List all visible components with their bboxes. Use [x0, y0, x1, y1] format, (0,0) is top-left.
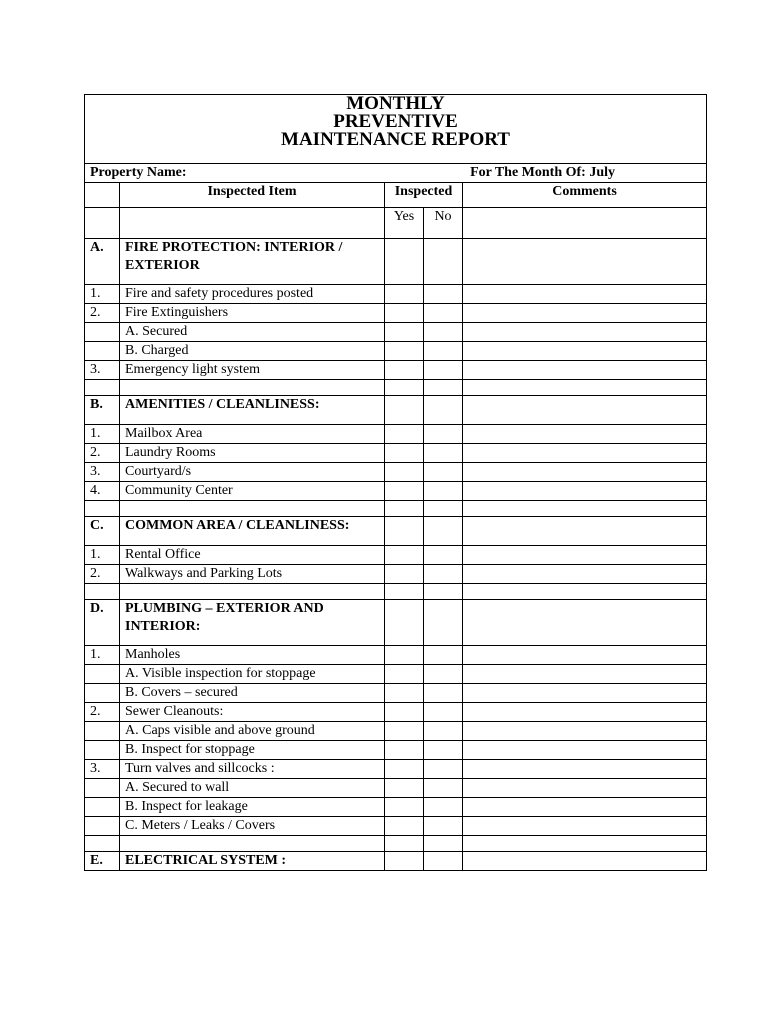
- item-row: [85, 565, 707, 584]
- row-label: Manholes: [120, 646, 385, 665]
- row-number: [85, 501, 120, 517]
- yes-checkbox-cell[interactable]: [385, 425, 424, 444]
- yes-checkbox-cell[interactable]: [385, 665, 424, 684]
- no-checkbox-cell[interactable]: [424, 323, 463, 342]
- row-label: B. Covers – secured: [120, 684, 385, 703]
- report-title: [85, 95, 707, 164]
- item-row: [85, 684, 707, 703]
- row-number: [85, 380, 120, 396]
- comments-cell[interactable]: [463, 852, 707, 871]
- comments-cell[interactable]: [463, 646, 707, 665]
- section-row: [85, 517, 707, 546]
- yes-checkbox-cell[interactable]: [385, 482, 424, 501]
- row-number: 2.: [85, 304, 120, 323]
- no-checkbox-cell[interactable]: [424, 646, 463, 665]
- yes-checkbox-cell[interactable]: [385, 798, 424, 817]
- comments-cell[interactable]: [463, 304, 707, 323]
- row-label: FIRE PROTECTION: INTERIOR / EXTERIOR: [120, 239, 385, 285]
- blank-row: [85, 836, 707, 852]
- comments-cell[interactable]: [463, 482, 707, 501]
- yes-checkbox-cell[interactable]: [385, 342, 424, 361]
- no-checkbox-cell[interactable]: [424, 836, 463, 852]
- yes-checkbox-cell[interactable]: [385, 361, 424, 380]
- row-label: B. Inspect for leakage: [120, 798, 385, 817]
- row-label: Mailbox Area: [120, 425, 385, 444]
- comments-cell[interactable]: [463, 665, 707, 684]
- section-row: [85, 396, 707, 425]
- yes-checkbox-cell[interactable]: [385, 836, 424, 852]
- yes-checkbox-cell[interactable]: [385, 565, 424, 584]
- row-number: 2.: [85, 565, 120, 584]
- maintenance-report-table: [84, 94, 707, 871]
- comments-cell[interactable]: [463, 684, 707, 703]
- row-label: A. Caps visible and above ground: [120, 722, 385, 741]
- yes-checkbox-cell[interactable]: [385, 760, 424, 779]
- row-number: 1.: [85, 285, 120, 304]
- no-checkbox-cell[interactable]: [424, 703, 463, 722]
- yes-checkbox-cell[interactable]: [385, 501, 424, 517]
- item-row: [85, 779, 707, 798]
- row-label: COMMON AREA / CLEANLINESS:: [120, 517, 385, 546]
- comments-cell[interactable]: [463, 703, 707, 722]
- month-label: For The Month Of: July: [470, 165, 616, 180]
- row-label: B. Inspect for stoppage: [120, 741, 385, 760]
- row-label: Courtyard/s: [120, 463, 385, 482]
- yn-item-cell: [120, 208, 385, 239]
- item-row: [85, 703, 707, 722]
- no-checkbox-cell[interactable]: [424, 565, 463, 584]
- yes-checkbox-cell[interactable]: [385, 396, 424, 425]
- row-number: B.: [85, 396, 120, 425]
- yes-checkbox-cell[interactable]: [385, 380, 424, 396]
- item-row: [85, 546, 707, 565]
- item-row: [85, 323, 707, 342]
- section-row: [85, 852, 707, 871]
- row-number: A.: [85, 239, 120, 285]
- item-row: [85, 444, 707, 463]
- comments-cell[interactable]: [463, 463, 707, 482]
- blank-row: [85, 501, 707, 517]
- no-checkbox-cell[interactable]: [424, 396, 463, 425]
- row-number: C.: [85, 517, 120, 546]
- header-num-cell: [85, 183, 120, 208]
- no-checkbox-cell[interactable]: [424, 444, 463, 463]
- row-label: [120, 584, 385, 600]
- item-row: [85, 798, 707, 817]
- comments-cell[interactable]: [463, 517, 707, 546]
- yn-comments-cell: [463, 208, 707, 239]
- no-checkbox-cell[interactable]: [424, 741, 463, 760]
- comments-cell[interactable]: [463, 342, 707, 361]
- row-number: 1.: [85, 425, 120, 444]
- title-line-2: PREVENTIVE: [333, 111, 458, 132]
- comments-cell[interactable]: [463, 836, 707, 852]
- comments-cell[interactable]: [463, 285, 707, 304]
- row-label: A. Secured to wall: [120, 779, 385, 798]
- row-label: [120, 501, 385, 517]
- yes-checkbox-cell[interactable]: [385, 517, 424, 546]
- row-number: [85, 779, 120, 798]
- row-label: A. Secured: [120, 323, 385, 342]
- blank-row: [85, 380, 707, 396]
- row-number: [85, 836, 120, 852]
- yes-checkbox-cell[interactable]: [385, 646, 424, 665]
- item-row: [85, 722, 707, 741]
- item-row: [85, 482, 707, 501]
- row-number: D.: [85, 600, 120, 646]
- no-checkbox-cell[interactable]: [424, 684, 463, 703]
- yes-checkbox-cell[interactable]: [385, 285, 424, 304]
- yes-checkbox-cell[interactable]: [385, 600, 424, 646]
- row-label: Sewer Cleanouts:: [120, 703, 385, 722]
- header-inspected-item: Inspected Item: [120, 183, 385, 208]
- title-line-3: MAINTENANCE REPORT: [281, 129, 510, 150]
- row-label: PLUMBING – EXTERIOR AND INTERIOR:: [120, 600, 385, 646]
- yes-checkbox-cell[interactable]: [385, 444, 424, 463]
- comments-cell[interactable]: [463, 760, 707, 779]
- title-line-1: MONTHLY: [346, 93, 445, 114]
- no-checkbox-cell[interactable]: [424, 779, 463, 798]
- row-label: Community Center: [120, 482, 385, 501]
- comments-cell[interactable]: [463, 584, 707, 600]
- item-row: [85, 304, 707, 323]
- yes-checkbox-cell[interactable]: [385, 239, 424, 285]
- row-label: [120, 836, 385, 852]
- item-row: [85, 741, 707, 760]
- row-number: [85, 741, 120, 760]
- comments-cell[interactable]: [463, 565, 707, 584]
- item-row: [85, 463, 707, 482]
- row-label: Emergency light system: [120, 361, 385, 380]
- no-checkbox-cell[interactable]: [424, 817, 463, 836]
- no-checkbox-cell[interactable]: [424, 852, 463, 871]
- no-checkbox-cell[interactable]: [424, 722, 463, 741]
- no-checkbox-cell[interactable]: [424, 239, 463, 285]
- comments-cell[interactable]: [463, 425, 707, 444]
- row-label: B. Charged: [120, 342, 385, 361]
- row-number: [85, 798, 120, 817]
- comments-cell[interactable]: [463, 779, 707, 798]
- yes-checkbox-cell[interactable]: [385, 703, 424, 722]
- item-row: [85, 285, 707, 304]
- row-number: 3.: [85, 463, 120, 482]
- yes-checkbox-cell[interactable]: [385, 584, 424, 600]
- header-yes: Yes: [385, 208, 424, 239]
- no-checkbox-cell[interactable]: [424, 517, 463, 546]
- row-label: AMENITIES / CLEANLINESS:: [120, 396, 385, 425]
- row-label: [120, 380, 385, 396]
- no-checkbox-cell[interactable]: [424, 425, 463, 444]
- no-checkbox-cell[interactable]: [424, 304, 463, 323]
- row-number: [85, 323, 120, 342]
- no-checkbox-cell[interactable]: [424, 463, 463, 482]
- comments-cell[interactable]: [463, 600, 707, 646]
- yes-checkbox-cell[interactable]: [385, 741, 424, 760]
- row-number: 2.: [85, 444, 120, 463]
- header-no: No: [424, 208, 463, 239]
- property-row: [85, 164, 707, 183]
- item-row: [85, 665, 707, 684]
- no-checkbox-cell[interactable]: [424, 342, 463, 361]
- no-checkbox-cell[interactable]: [424, 798, 463, 817]
- yes-checkbox-cell[interactable]: [385, 852, 424, 871]
- blank-row: [85, 584, 707, 600]
- comments-cell[interactable]: [463, 239, 707, 285]
- no-checkbox-cell[interactable]: [424, 380, 463, 396]
- row-number: E.: [85, 852, 120, 871]
- row-label: Walkways and Parking Lots: [120, 565, 385, 584]
- row-label: Rental Office: [120, 546, 385, 565]
- no-checkbox-cell[interactable]: [424, 584, 463, 600]
- no-checkbox-cell[interactable]: [424, 501, 463, 517]
- row-number: [85, 584, 120, 600]
- item-row: [85, 425, 707, 444]
- section-row: [85, 600, 707, 646]
- yes-checkbox-cell[interactable]: [385, 304, 424, 323]
- yes-checkbox-cell[interactable]: [385, 684, 424, 703]
- header-comments: Comments: [463, 183, 707, 208]
- comments-cell[interactable]: [463, 722, 707, 741]
- comments-cell[interactable]: [463, 817, 707, 836]
- row-label: C. Meters / Leaks / Covers: [120, 817, 385, 836]
- row-number: 1.: [85, 546, 120, 565]
- yes-checkbox-cell[interactable]: [385, 722, 424, 741]
- header-inspected: Inspected: [385, 183, 463, 208]
- item-row: [85, 760, 707, 779]
- row-number: [85, 817, 120, 836]
- row-number: [85, 722, 120, 741]
- row-label: Laundry Rooms: [120, 444, 385, 463]
- section-row: [85, 239, 707, 285]
- row-number: 2.: [85, 703, 120, 722]
- row-label: Fire and safety procedures posted: [120, 285, 385, 304]
- no-checkbox-cell[interactable]: [424, 285, 463, 304]
- comments-cell[interactable]: [463, 323, 707, 342]
- row-number: 1.: [85, 646, 120, 665]
- row-label: Fire Extinguishers: [120, 304, 385, 323]
- no-checkbox-cell[interactable]: [424, 665, 463, 684]
- yn-num-cell: [85, 208, 120, 239]
- no-checkbox-cell[interactable]: [424, 760, 463, 779]
- row-number: [85, 342, 120, 361]
- property-name-label: Property Name:: [90, 165, 187, 180]
- row-label: Turn valves and sillcocks :: [120, 760, 385, 779]
- yes-checkbox-cell[interactable]: [385, 817, 424, 836]
- comments-cell[interactable]: [463, 501, 707, 517]
- row-number: [85, 665, 120, 684]
- comments-cell[interactable]: [463, 798, 707, 817]
- comments-cell[interactable]: [463, 380, 707, 396]
- item-row: [85, 361, 707, 380]
- row-number: 3.: [85, 760, 120, 779]
- row-number: 3.: [85, 361, 120, 380]
- comments-cell[interactable]: [463, 546, 707, 565]
- comments-cell[interactable]: [463, 444, 707, 463]
- no-checkbox-cell[interactable]: [424, 361, 463, 380]
- no-checkbox-cell[interactable]: [424, 546, 463, 565]
- yes-checkbox-cell[interactable]: [385, 323, 424, 342]
- comments-cell[interactable]: [463, 741, 707, 760]
- comments-cell[interactable]: [463, 361, 707, 380]
- no-checkbox-cell[interactable]: [424, 482, 463, 501]
- item-row: [85, 817, 707, 836]
- row-number: 4.: [85, 482, 120, 501]
- yes-checkbox-cell[interactable]: [385, 546, 424, 565]
- row-number: [85, 684, 120, 703]
- row-label: A. Visible inspection for stoppage: [120, 665, 385, 684]
- item-row: [85, 342, 707, 361]
- no-checkbox-cell[interactable]: [424, 600, 463, 646]
- row-label: ELECTRICAL SYSTEM :: [120, 852, 385, 871]
- item-row: [85, 646, 707, 665]
- yes-checkbox-cell[interactable]: [385, 463, 424, 482]
- yes-checkbox-cell[interactable]: [385, 779, 424, 798]
- comments-cell[interactable]: [463, 396, 707, 425]
